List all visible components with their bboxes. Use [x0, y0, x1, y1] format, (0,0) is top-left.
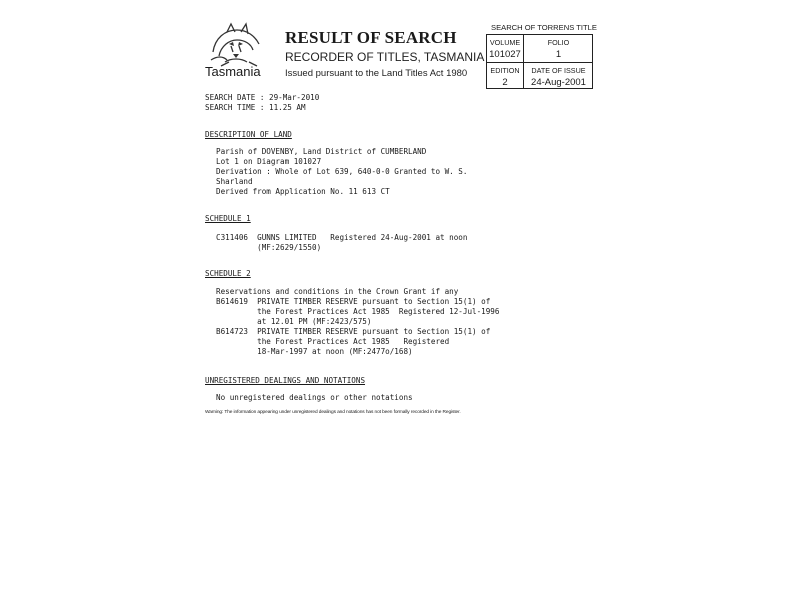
unregistered-line: No unregistered dealings or other notations: [216, 393, 413, 402]
schedule-2-line: the Forest Practices Act 1985 Registered: [216, 337, 450, 346]
document-title: RESULT OF SEARCH: [285, 28, 457, 47]
schedule-2-line: at 12.01 PM (MF:2423/575): [216, 317, 372, 326]
schedule-1-heading: SCHEDULE 1: [205, 214, 251, 223]
search-time: SEARCH TIME : 11.25 AM: [205, 103, 306, 112]
search-date: SEARCH DATE : 29-Mar-2010: [205, 93, 320, 102]
table-divider: [487, 62, 592, 63]
torrens-caption: SEARCH OF TORRENS TITLE: [491, 23, 597, 32]
date-of-issue-label: DATE OF ISSUE: [531, 66, 586, 75]
folio-value: 1: [555, 49, 562, 60]
document-subtitle: RECORDER OF TITLES, TASMANIA: [285, 50, 485, 64]
description-line: Parish of DOVENBY, Land District of CUMBERLAND: [216, 147, 427, 156]
torrens-title-table: [486, 34, 593, 89]
description-heading: DESCRIPTION OF LAND: [205, 130, 292, 139]
edition-label: EDITION: [490, 66, 520, 75]
date-of-issue-value: 24-Aug-2001: [531, 77, 586, 88]
volume-value: 101027: [489, 49, 521, 60]
folio-label: FOLIO: [547, 38, 570, 47]
schedule-2-line: the Forest Practices Act 1985 Registered 12-Jul-1996: [216, 307, 500, 316]
logo-text: Tasmania: [205, 64, 261, 79]
issued-under-text: Issued pursuant to the Land Titles Act 1980: [285, 68, 468, 79]
schedule-1-line: (MF:2629/1550): [216, 243, 322, 252]
schedule-1-line: C311406 GUNNS LIMITED Registered 24-Aug-2001 at noon: [216, 233, 468, 242]
edition-value: 2: [502, 77, 508, 88]
schedule-2-line: B614723 PRIVATE TIMBER RESERVE pursuant to Section 15(1) of: [216, 327, 491, 336]
footer-warning: Warning: The information appearing under unregistered dealings and notations has not been formally recorded in the Register.: [205, 410, 461, 415]
unregistered-heading: UNREGISTERED DEALINGS AND NOTATIONS: [205, 376, 366, 385]
description-line: Derived from Application No. 11 613 CT: [216, 187, 390, 196]
description-line: Lot 1 on Diagram 101027: [216, 157, 322, 166]
volume-label: VOLUME: [489, 38, 521, 47]
schedule-2-line: B614619 PRIVATE TIMBER RESERVE pursuant to Section 15(1) of: [216, 297, 491, 306]
description-line: Derivation : Whole of Lot 639, 640-0-0 Granted to W. S.: [216, 167, 468, 176]
description-line: Sharland: [216, 177, 253, 186]
schedule-2-line: Reservations and conditions in the Crown Grant if any: [216, 287, 459, 296]
schedule-2-line: 18-Mar-1997 at noon (MF:2477o/168): [216, 347, 413, 356]
schedule-2-heading: SCHEDULE 2: [205, 269, 251, 278]
